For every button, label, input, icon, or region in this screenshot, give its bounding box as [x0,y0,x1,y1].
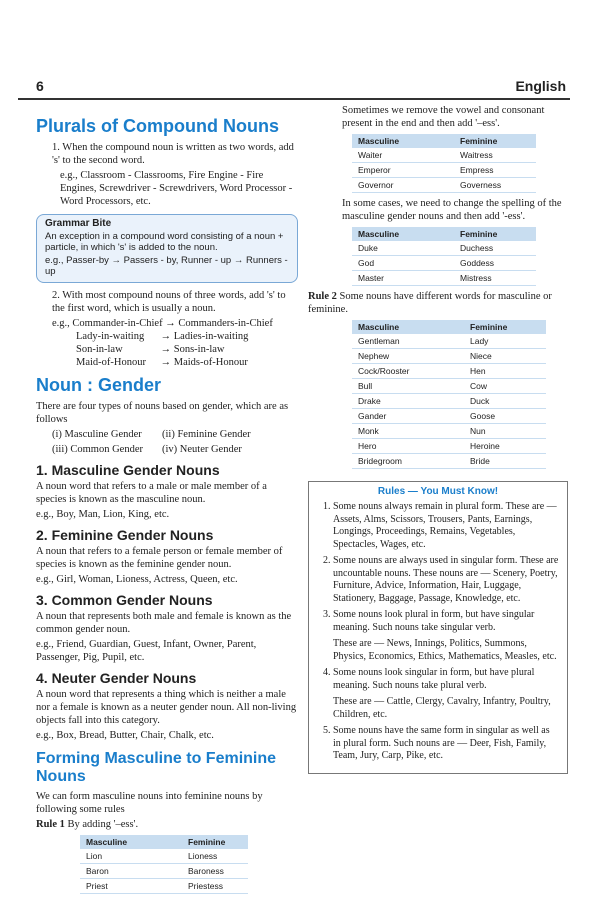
gender-intro: There are four types of nouns based on gender, which are as follows [36,401,289,425]
heading-masculine: 1. Masculine Gender Nouns [36,462,220,478]
spelling-intro: In some cases, we need to change the spelling of the masculine gender nouns and then add '-ess'. [342,198,562,222]
table-row: Governor Governess [352,178,536,193]
right-column [308,104,568,774]
rule-item: 5. Some nouns have the same form in singular as well as in plural form. Such nouns are — Deer, Fish, Family, Team, Jury, Carp, Pike, etc. [333,725,559,763]
table-row: Emperor Empress [352,163,536,178]
table-row: Gander Goose [352,409,546,424]
grammar-bite-box [36,214,298,283]
heading-forming: Forming Masculine to Feminine Nouns [36,750,277,785]
feminine-text: A noun that refers to a female person or female member of species is known as the feminine gender noun. [36,546,283,570]
common-example: e.g., Friend, Guardian, Guest, Infant, Owner, Parent, Passenger, Pig, Pupil, etc. [36,639,257,663]
masculine-example: e.g., Boy, Man, Lion, King, etc. [36,509,170,520]
vowel-intro: Sometimes we remove the vowel and consonant present in the end and then add '–ess'. [342,105,545,129]
table-row: Gentleman Lady [352,334,546,349]
pair-row: Maid-of-Honour → Maids-of-Honour [76,357,248,368]
table-row: Bull Cow [352,379,546,394]
table-rule-2: Masculine Feminine Gentleman Lady Nephew Niece Cock/Rooster Hen Bull Cow Drake Duck Gander Goose Monk Nun Hero Heroine Bridegroom Bride [352,320,546,469]
table-row: Hero Heroine [352,439,546,454]
left-column [36,110,298,898]
table-spelling: Masculine Feminine Duke Duchess God Goddess Master Mistress [352,227,536,286]
table-row: Nephew Niece [352,349,546,364]
table-row: Master Mistress [352,271,536,286]
heading-neuter: 4. Neuter Gender Nouns [36,670,197,686]
neuter-text: A noun word that represents a thing which is neither a male nor a female is known as a neuter gender noun. All non-living objects fall into this category. [36,689,297,726]
common-text: A noun that represents both male and female is known as the common gender noun. [36,611,292,635]
rule-1: Rule 1 By adding '–ess'. [36,819,139,830]
rule-item: 1. Some nouns always remain in plural form. These are — Assets, Alms, Scissors, Trousers, Pants, Earnings, Longings, Proceedings, Remains, Vegetables, Spectacles, Wages, etc. [333,501,559,551]
plural-rule-2: 2. With most compound nouns of three words, add 's' to the first word, which is usually a noun. [52,290,286,314]
pair-row: Lady-in-waiting → Ladies-in-waiting [76,331,249,342]
table-row: Waiter Waitress [352,148,536,163]
pair-row: Son-in-law → Sons-in-law [76,344,225,355]
table-row: Cock/Rooster Hen [352,364,546,379]
heading-common: 3. Common Gender Nouns [36,592,213,608]
table-row: God Goddess [352,256,536,271]
feminine-example: e.g., Girl, Woman, Lioness, Actress, Queen, etc. [36,574,238,585]
page-header [18,76,570,100]
table-vowel: Masculine Feminine Waiter Waitress Emperor Empress Governor Governess [352,134,536,193]
gender-types-row-2: (iii) Common Gender (iv) Neuter Gender [52,444,242,455]
pair-row: e.g., Commander-in-Chief → Commanders-in-Chief [52,318,273,329]
neuter-example: e.g., Box, Bread, Butter, Chair, Chalk, etc. [36,730,214,741]
table-row: Drake Duck [352,394,546,409]
table-rule-1: Masculine Feminine Lion Lioness Baron Baroness Priest Priestess [80,835,248,894]
heading-noun-gender: Noun : Gender [36,375,161,395]
heading-feminine: 2. Feminine Gender Nouns [36,527,214,543]
rule-item: 3. Some nouns look plural in form, but have singular meaning. Such nouns take singular verb. These are — News, Innings, Politics, Summons, Physics, Economics, Ethics, Mathematics, Measles, etc. [333,609,559,663]
table-row: Lion Lioness [80,849,248,864]
rules-box [308,481,568,774]
gender-types-row-1: (i) Masculine Gender (ii) Feminine Gender [52,429,251,440]
masculine-text: A noun word that refers to a male or male member of a species is known as the masculine noun. [36,481,267,505]
table-row: Monk Nun [352,424,546,439]
page-number: 6 [36,78,44,94]
forming-text: We can form masculine nouns into feminine nouns by following some rules [36,791,263,815]
plural-rule-1: 1. When the compound noun is written as two words, add 's' to the second word. [52,142,294,166]
grammar-bite-example: e.g., Passer-by → Passers - by, Runner - up → Runners - up [45,255,288,277]
rules-box-title: Rules — You Must Know! [377,486,499,497]
rule-item: 4. Some nouns look singular in form, but have plural meaning. Such nouns take plural verb. These are — Cattle, Clergy, Cavalry, Infantry, Poultry, Children, etc. [333,667,559,721]
table-row: Duke Duchess [352,241,536,256]
book-title: English [515,78,566,94]
rule-item: 2. Some nouns are always used in singular form. These are uncountable nouns. These nouns are — Scenery, Poetry, Furniture, Advice, Information, Hair, Luggage, Stationery, Baggage, Passage, Knowledge, etc. [333,555,559,605]
plural-pairs [36,317,298,369]
rule-2: Rule 2 Some nouns have different words for masculine or feminine. [308,291,552,315]
grammar-bite-title: Grammar Bite [45,218,112,229]
plural-rule-1-example: e.g., Classroom - Classrooms, Fire Engine - Fire Engines, Screwdriver - Screwdrivers, Word Processor - Word Processors, etc. [60,170,293,207]
table-row: Priest Priestess [80,879,248,894]
rules-list [317,501,559,763]
table-row: Bridegroom Bride [352,454,546,469]
grammar-bite-text: An exception in a compound word consisting of a noun + particle, in which 's' is added to the noun. [45,231,284,253]
heading-plurals: Plurals of Compound Nouns [36,116,279,136]
table-row: Baron Baroness [80,864,248,879]
